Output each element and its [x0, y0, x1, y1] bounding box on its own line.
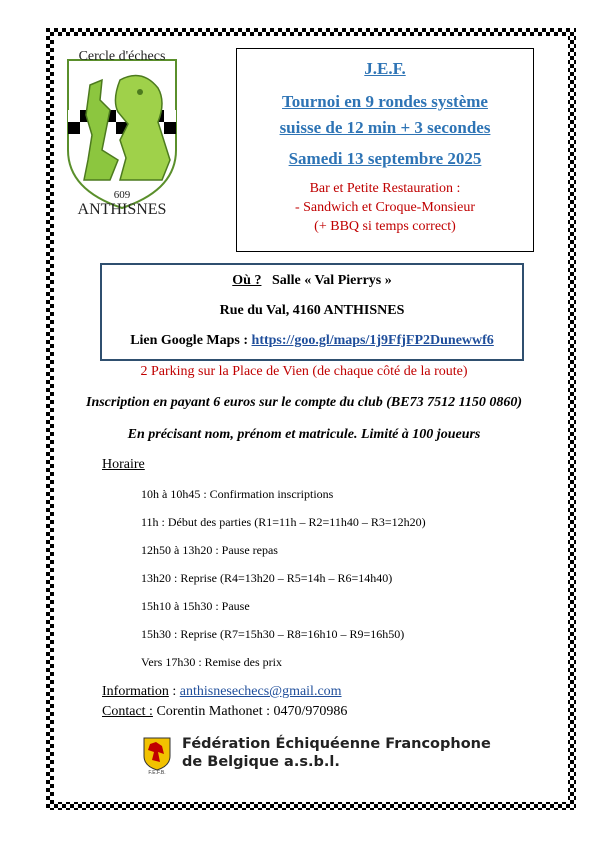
- email-link[interactable]: anthisnesechecs@gmail.com: [179, 684, 342, 699]
- food-info: [237, 179, 533, 236]
- contact-line: [102, 704, 347, 720]
- schedule-item: 13h20 : Reprise (R4=13h20 – R5=14h – R6=14h40): [141, 571, 393, 585]
- event-info-box: [236, 48, 534, 252]
- registration-line1: Inscription en payant 6 euros sur le compte du club (BE73 7512 1150 0860): [86, 395, 522, 410]
- contact-label: Contact :: [102, 704, 153, 719]
- information-line: [102, 684, 342, 700]
- venue-name: Salle « Val Pierrys »: [271, 273, 392, 288]
- federation-emblem-icon: [140, 734, 174, 774]
- food-line3: (+ BBQ si temps correct): [314, 219, 456, 234]
- logo-number: 609: [113, 189, 131, 201]
- schedule-item: 11h : Début des parties (R1=11h – R2=11h40 – R3=12h20): [141, 515, 426, 529]
- schedule-item: 12h50 à 13h20 : Pause repas: [141, 543, 278, 557]
- event-format-line1: Tournoi en 9 rondes système: [282, 92, 488, 111]
- google-maps-link[interactable]: https://goo.gl/maps/1j9FfjFP2Dunewwf6: [251, 333, 494, 348]
- information-label: Information: [102, 684, 169, 699]
- logo-top-text: Cercle d'échecs: [78, 49, 166, 64]
- schedule-item: 15h10 à 15h30 : Pause: [141, 599, 250, 613]
- schedule-item: Vers 17h30 : Remise des prix: [141, 655, 282, 669]
- contact-value: Corentin Mathonet : 0470/970986: [152, 704, 348, 719]
- event-title: J.E.F.: [364, 59, 406, 78]
- schedule-title: Horaire: [102, 457, 145, 472]
- federation-logo: [138, 732, 498, 780]
- event-format-line2: suisse de 12 min + 3 secondes: [279, 118, 491, 137]
- logo-club-name: ANTHISNES: [77, 201, 167, 218]
- maps-label: Lien Google Maps :: [130, 333, 249, 348]
- maps-line: [102, 333, 522, 349]
- schedule-item: 10h à 10h45 : Confirmation inscriptions: [141, 487, 334, 501]
- where-label: Où ?: [232, 273, 262, 288]
- event-date: Samedi 13 septembre 2025: [288, 149, 482, 168]
- venue-line: [102, 273, 522, 289]
- information-separator: :: [168, 684, 180, 699]
- parking-info: 2 Parking sur la Place de Vien (de chaque côté de la route): [140, 364, 468, 379]
- food-line2: - Sandwich et Croque-Monsieur: [294, 200, 476, 215]
- club-logo: [62, 40, 182, 218]
- registration-line2: En précisant nom, prénom et matricule. Limité à 100 joueurs: [127, 427, 481, 442]
- federation-name-line2: de Belgique a.s.b.l.: [182, 754, 340, 770]
- location-box: [100, 263, 524, 361]
- schedule-item: 15h30 : Reprise (R7=15h30 – R8=16h10 – R9=16h50): [141, 627, 405, 641]
- food-line1: Bar et Petite Restauration :: [309, 181, 461, 196]
- venue-address: Rue du Val, 4160 ANTHISNES: [219, 303, 405, 318]
- federation-name-line1: Fédération Échiquéenne Francophone: [182, 736, 491, 752]
- event-format: [237, 89, 533, 141]
- chess-pieces-icon: [84, 76, 170, 181]
- federation-emblem-text: F.E.F.B.: [148, 770, 166, 774]
